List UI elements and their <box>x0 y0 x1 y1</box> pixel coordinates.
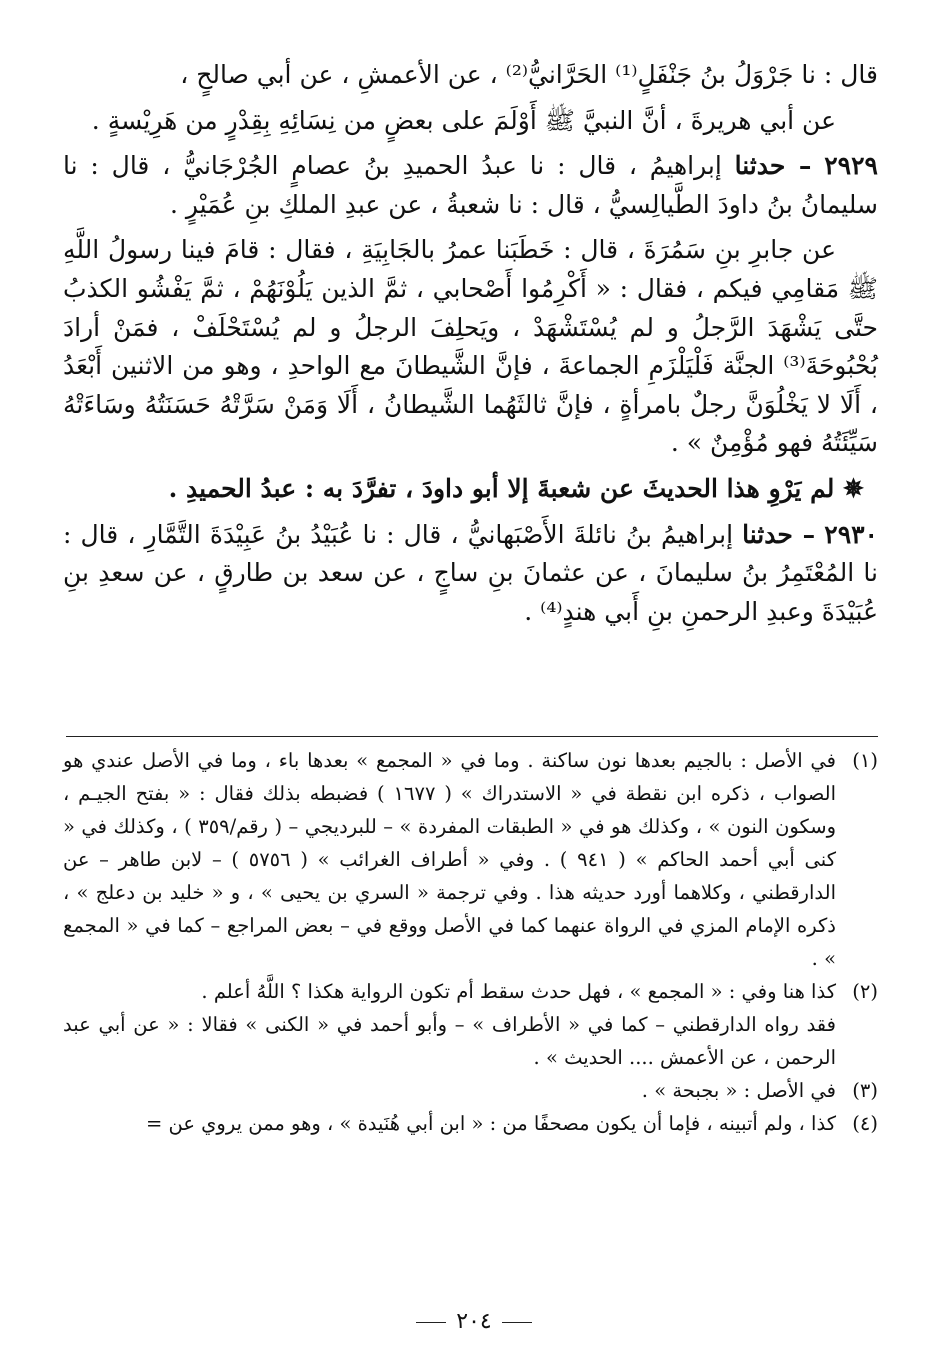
footnote-4 <box>63 1107 878 1140</box>
hadith-number: ٢٩٢٩ <box>824 151 878 181</box>
footnote-2-continuation: فقد رواه الدارقطني – كما في « الأطراف » – وأبو أحمد في « الكنى » فقالا : « عن أبي عبد الرحمن ، عن الأعمش .... الحديث » . <box>63 1013 836 1069</box>
page-number-footer <box>0 1309 948 1334</box>
haddathana-label: – حدثنا <box>734 151 812 181</box>
footnote-2 <box>63 975 878 1008</box>
main-text <box>63 56 878 638</box>
footnote-3 <box>63 1074 878 1107</box>
hadith-2929-tafarrud-note: ✵ لم يَرْوِ هذا الحديثَ عن شعبةَ إلا أبو داودَ ، تفرَّدَ به : عبدُ الحميدِ . <box>168 473 864 503</box>
hadith-2930-isnad <box>63 516 878 632</box>
haddathana-label: – حدثنا <box>742 519 816 549</box>
footnote-text: في الأصل : بالجيم بعدها نون ساكنة . وما في « المجمع » بعدها باء ، وما في الأصل عندي هو الصواب ، ذكره ابن نقطة في « الاستدراك » ( ١٦٧٧ ) فضبطه بذلك فقال : « بفتح الجيـم ، وسكون النون » ، وكذلك هو في « الطبقات المفردة » – للبرديجي – ( رقم/٣٥٩ ) ، وكذلك في « كنى أبي أحمد الحاكم » ( ٩٤١ ) . وفي « أطراف الغرائب » ( ٥٧٥٦ ) – لابن طاهر – عن الدارقطني ، وكلاهما أورد حديثه هذا . وفي ترجمة « السري بن يحيى » ، و « خليد بن دعلج » ، ذكره الإمام المزي في الرواة عنهما كما في الأصل ووقع في – بعض المراجع – كما في « المجمع » . <box>63 749 836 970</box>
footnote-separator <box>66 736 878 737</box>
page-number-dash <box>502 1322 532 1323</box>
footnote-text: كذا هنا وفي : « المجمع » ، فهل حدث سقط أم تكون الرواية هكذا ؟ اللَّهُ أعلم . <box>201 980 836 1003</box>
footnote-1 <box>63 744 878 975</box>
footnote-number: (٤) <box>852 1112 878 1135</box>
footnote-text: في الأصل : « بجبحة » . <box>641 1079 836 1102</box>
page-number: ٢٠٤ <box>456 1309 492 1334</box>
hadith-number: ٢٩٣٠ <box>824 519 878 549</box>
matn-line: عن أبي هريرةَ ، أنَّ النبيَّ ﷺ أَوْلَمَ على بعضٍ من نِسَائِهِ بِقِدْرٍ من هَرِيْسةٍ . <box>91 105 836 135</box>
footnote-number: (٢) <box>852 980 878 1003</box>
footnote-text: كذا ، ولم أتبينه ، فإما أن يكون مصحفًا من : « ابن أبي هُنَيدة » ، وهو ممن يروي عن = <box>145 1112 836 1135</box>
page-number-dash <box>416 1322 446 1323</box>
isnad-text: إبراهيمُ ، قال : نا عبدُ الحميدِ بنُ عصامٍ الجُرْجَانيُّ ، قال : نا سليمانُ بنُ داودَ الطَّيالِسيُّ ، قال : نا شعبةُ ، عن عبدِ الملكِ بنِ عُمَيْرٍ . <box>63 151 878 219</box>
hadith-2929-isnad <box>63 147 878 224</box>
isnad-text: إبراهيمُ بنُ نائلةَ الأَصْبَهانيُّ ، قال : نا عُبَيْدُ بنُ عَبِيْدَةَ التَّمَّارِ ، قال : نا المُعْتَمِرُ بنُ سليمانَ ، عن عثمانَ بنِ ساجٍ ، عن سعد بن طارقٍ ، عن سعدِ بنِ عُبَيْدَةَ وعبدِ الرحمنِ بنِ أَبي هندٍ⁽⁴⁾ . <box>63 519 878 626</box>
hadith-2929-matn: عن جابرِ بنِ سَمُرَةَ ، قال : خَطَبَنا عمرُ بالجَابِيَةِ ، فقال : قامَ فينا رسولُ اللَّهِ ﷺ مَقامِي فيكم ، فقال : « أَكْرِمُوا أَصْحابي ، ثمَّ الذين يَلُوْنَهُمْ ، ثمَّ يَفْشُو الكذبُ حتَّى يَشْهَدَ الرَّجلُ و لم يُسْتَشْهَدْ ، ويَحلِفَ الرجلُ و لم يُسْتَحْلَفْ ، فمَنْ أرادَ بُحْبُوحَةَ⁽³⁾ الجنَّة فَلْيَلْزَمِ الجماعةَ ، فإنَّ الشَّيطانَ مع الواحدِ ، وهو من الاثنين أَبْعَدُ ، أَلَا لا يَخْلُوَنَّ رجلٌ بامرأةٍ ، فإنَّ ثالثَهُما الشَّيطانُ ، أَلَا وَمَنْ سَرَّتْهُ حَسَنَتُهُ وسَاءَتْهُ سَيِّئَتُهُ فهو مُؤْمِنٌ » . <box>63 235 878 458</box>
footnotes <box>63 744 878 1140</box>
isnad-continuation-line: قال : نا جَرْوَلُ بنُ جَنْفَلٍ⁽¹⁾ الحَرَّانيُّ⁽²⁾ ، عن الأعمشِ ، عن أبي صالحٍ ، <box>180 60 878 89</box>
footnote-number: (٣) <box>852 1079 878 1102</box>
footnote-number: (١) <box>852 749 878 772</box>
